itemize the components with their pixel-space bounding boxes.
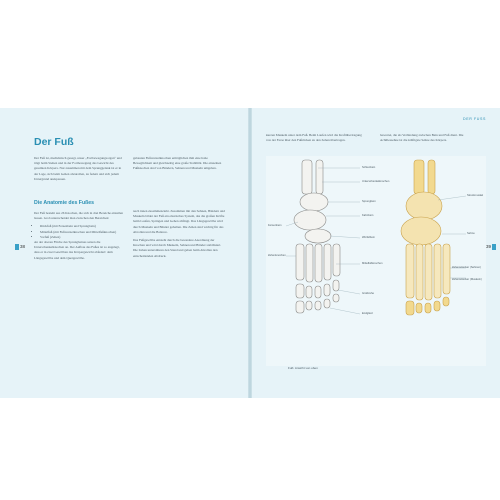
book-gutter — [248, 108, 252, 398]
foot-bones-illustration — [294, 160, 340, 313]
muscle-label: Sehne — [467, 232, 475, 235]
page-number-left: 38 — [20, 244, 26, 249]
list-item: • Rückfuß (mit Fersenbein und Sprungbein) — [40, 224, 126, 229]
right-paragraph-2: bewertet, die als Verbindung zwischen Bein und Fuß dient. Die Achillessehne ist die kräftigste Sehne des Körpers. — [380, 133, 464, 143]
page-number-tab — [492, 244, 496, 250]
intro-column-right — [133, 156, 225, 175]
page-number-right: 39 — [485, 244, 491, 249]
bone-label: Schienbein — [362, 166, 376, 169]
body-paragraph-2: Das Fußgewölbe entsteht durch die besondere Anordnung der Knochen und wird durch Muskeln, Sehnen und Bänder stabilisiert. Die Zehen unterstützen den Stand und geben beim Abrollen den entscheidenden Abdruck. — [133, 238, 222, 258]
bone-label: Großzehe — [362, 292, 374, 295]
right-paragraph-1: kurzen Muskeln unter dem Fuß. Beim Laufen wird die Kraftübertragung von der Ferse über den Fußrücken zu den Zehen übertragen. — [266, 133, 362, 143]
chapter-title: Der Fuß — [34, 136, 74, 148]
foot-muscles-illustration — [401, 160, 450, 315]
page-number-tab — [15, 244, 19, 250]
list-item: • Vorfuß (Zehen) — [40, 235, 126, 240]
bone-label: Endglied — [362, 312, 373, 315]
right-column-1 — [266, 133, 366, 146]
foot-illustration — [266, 156, 486, 366]
bone-label: Kahnbein — [362, 214, 374, 217]
bone-label: Unterschenkelknochen — [362, 180, 390, 183]
anatomy-column — [34, 211, 126, 264]
bone-label: Zehenknochen — [268, 254, 286, 257]
bone-label: Würfelbein — [362, 236, 375, 239]
right-column-2 — [380, 133, 480, 146]
figure-caption: Fuß: Ansicht von oben — [288, 366, 318, 370]
bone-label: Mittelfußknochen — [362, 262, 383, 265]
right-page — [250, 108, 500, 398]
body-paragraph: nach innen zusammenzieht. Zusammen mit den Sehnen, Bändern und Muskeln bildet der Fuß ein elastisches System, das die großen Kräfte beim Laufen, Springen und Gehen abfängt. Das Längsgewölbe wird durch Muskeln und Bänder gehalten. Die Zehen sind wichtig für das Abrollen und die Balance. — [133, 209, 225, 234]
intro-paragraph: Der Fuß ist, medizinisch gesagt, unser „Fortbewegungsorgan“ und trägt beim Stehen und in der Fortbewegung das Gewicht des gesamten Körpers. Nur zusammen mit dem Sprunggelenk ist er in der Lage, sich beim Gehen abzurollen, zu federn und sich jedem Untergrund anzupassen. — [34, 156, 122, 181]
bone-label: Sprungbein — [362, 200, 376, 203]
left-page — [0, 108, 250, 398]
muscle-label: Streckmuskel — [467, 194, 484, 197]
bone-label: Fersenbein — [268, 224, 282, 227]
intro-column-left — [34, 156, 126, 185]
book-spread — [0, 108, 500, 398]
bone-region-list — [34, 224, 126, 240]
foot-anatomy-figure — [266, 156, 486, 366]
muscle-label: Zehenstrecker (Muskeln) — [452, 278, 482, 281]
intro-paragraph-2: gebauten Fußwurzelknochen ermöglichen ihm eine hohe Beweglichkeit und gleichzeitig eine große Stabilität. Die einzelnen Fußknochen sind von Bändern, Sehnen und Muskeln umgeben. — [133, 156, 222, 171]
muscle-label: Zehenstrecker (Sehnen) — [452, 266, 481, 269]
anatomy-paragraph: Der Fuß besteht aus 26 Knochen, die sich in drei Bereiche einteilen lassen. Grob unterscheidet man zwischen den Bereichen: — [34, 211, 123, 221]
arch-paragraph: An der oberen Fläche des Sprungbeines setzen die Unterschenkelknochen an. Der Aufbau des Fußes ist so angelegt, dass er in zwei Gewölben das Körpergewicht abfedert: dem Längsgewölbe und dem Quergewölbe. — [34, 240, 120, 260]
section-title: Die Anatomie des Fußes — [34, 200, 95, 206]
running-head: DER FUSS — [463, 117, 486, 121]
body-column-right — [133, 209, 225, 262]
list-item: • Mittelfuß (mit Fußwurzelknochen und Mittelfußknochen) — [40, 230, 126, 235]
